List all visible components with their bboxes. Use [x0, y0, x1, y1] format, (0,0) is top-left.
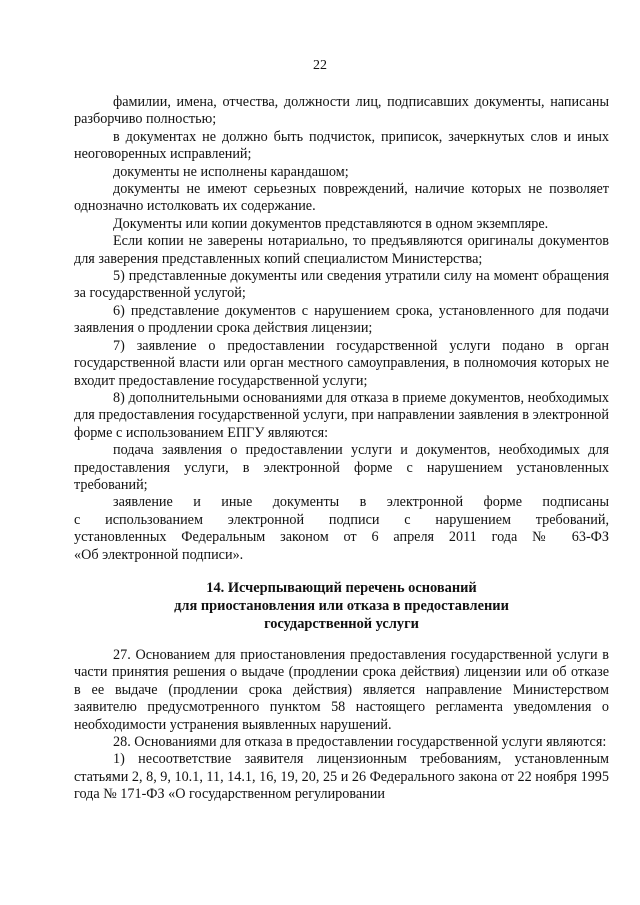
paragraph: фамилии, имена, отчества, должности лиц, подписавших документы, написаны разборчиво полностью; [74, 94, 609, 128]
document-body-lower [74, 647, 609, 804]
paragraph-clause-28: 28. Основаниями для отказа в предоставлении государственной услуги являются: [113, 734, 607, 751]
page-number: 22 [313, 58, 327, 73]
paragraph-line: с использованием электронной подписи с нарушением требований, [74, 511, 609, 528]
paragraph-item-8: 8) дополнительными основаниями для отказа в приеме документов, необходимых для предоставления государственной услуги, при направлении заявления в электронной форме с использованием ЕПГУ являются: [74, 389, 609, 441]
paragraph: Если копии не заверены нотариально, то предъявляются оригиналы документов для заверения представленных копий специалистом Министерства; [74, 233, 609, 267]
paragraph: Документы или копии документов представляются в одном экземпляре. [113, 215, 549, 232]
heading-line: государственной услуги [264, 615, 419, 632]
document-body-upper [74, 94, 609, 564]
paragraph-clause-27: 27. Основанием для приостановления предоставления государственной услуги в части принятия решения о выдаче (продлении срока действия) лицензии или об отказе в ее выдаче (продлении срока действия) является направление Министерством заявителю предусмотренного пунктом 58 настоящего регламента уведомления о необходимости устранения выявленных нарушений. [74, 647, 609, 733]
paragraph: документы не имеют серьезных повреждений, наличие которых не позволяет однозначно истолковать их содержание. [74, 181, 609, 215]
paragraph: подача заявления о предоставлении услуги и документов, необходимых для предоставления услуги, в электронной форме с нарушением установленных требований; [74, 442, 609, 493]
paragraph-line: заявление и иные документы в электронной форме подписаны [113, 494, 609, 511]
paragraph-item-5: 5) представленные документы или сведения утратили силу на момент обращения за государственной услугой; [74, 268, 609, 302]
heading-line: 14. Исчерпывающий перечень оснований [206, 580, 477, 596]
section-heading [74, 580, 609, 633]
paragraph-item-6: 6) представление документов с нарушением срока, установленного для подачи заявления о продлении срока действия лицензии; [74, 302, 609, 337]
paragraph-line: установленных Федеральным законом от 6 апреля 2011 года № 63-ФЗ [74, 529, 609, 546]
paragraph: в документах не должно быть подчисток, приписок, зачеркнутых слов и иных неоговоренных исправлений; [74, 128, 609, 163]
heading-line: для приостановления или отказа в предоставлении [174, 597, 509, 614]
paragraph-line: «Об электронной подписи». [74, 546, 244, 563]
paragraph: документы не исполнены карандашом; [113, 163, 349, 180]
paragraph-item-1: 1) несоответствие заявителя лицензионным требованиям, установленным статьями 2, 8, 9, 10.1, 11, 14.1, 16, 19, 20, 25 и 26 Федерального закона от 22 ноября 1995 года № 171-ФЗ «О государственном регулировании [74, 751, 609, 803]
paragraph-item-7: 7) заявление о предоставлении государственной услуги подано в орган государственной власти или орган местного самоуправления, в полномочия которых не входит предоставление государственной услуги; [74, 337, 609, 389]
